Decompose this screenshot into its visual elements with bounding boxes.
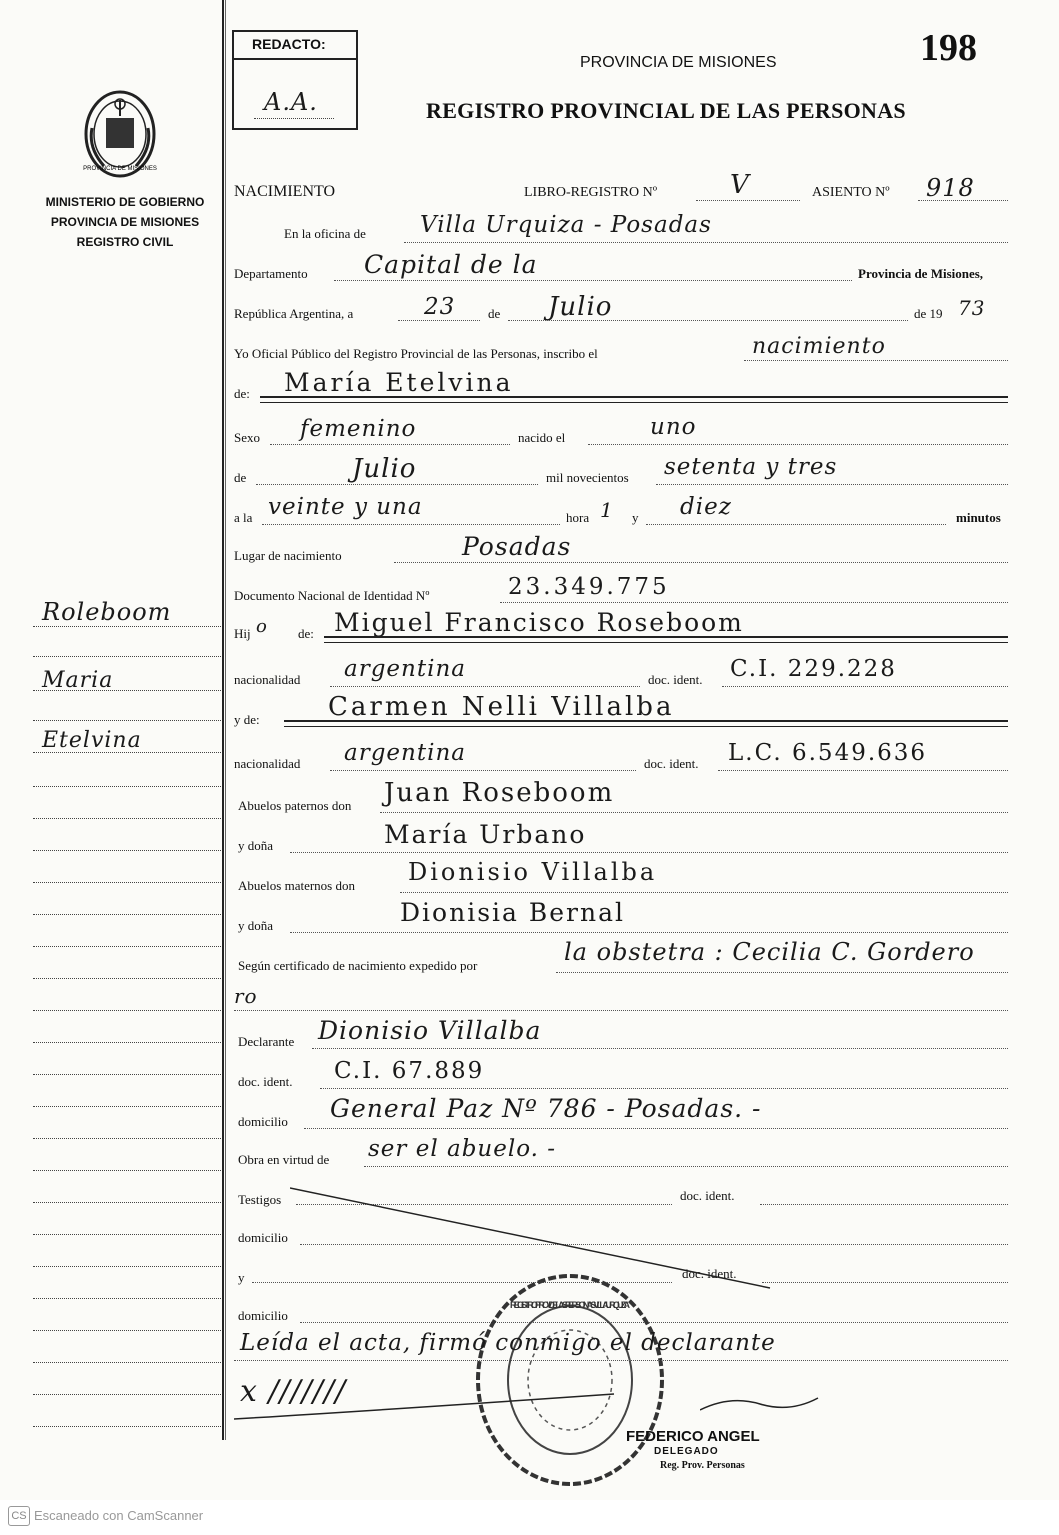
domicilio2-label: domicilio xyxy=(238,1230,288,1245)
abpat-label: Abuelos paternos don xyxy=(238,798,352,813)
dotted-line xyxy=(918,200,1008,201)
dotted-line xyxy=(364,1166,1008,1167)
dotted-line xyxy=(334,280,852,281)
dotted-line xyxy=(508,320,908,321)
dotted-line xyxy=(656,484,1008,485)
ala-label: a la xyxy=(234,510,253,525)
y-label: y xyxy=(632,510,639,525)
cert-value: la obstetra : Cecilia C. Gordero xyxy=(564,938,975,966)
hora-num: 1 xyxy=(600,498,614,522)
margin-note-surname: Roleboom xyxy=(42,598,172,626)
ministry-line-2: PROVINCIA DE MISIONES xyxy=(50,215,200,229)
margin-line xyxy=(33,1426,221,1427)
redacto-line xyxy=(254,118,334,119)
mes2-value: Julio xyxy=(352,454,417,484)
nacido-value: uno xyxy=(650,414,697,440)
dotted-line xyxy=(760,1204,1008,1205)
dotted-line xyxy=(304,1128,1008,1129)
officer-name: FEDERICO ANGEL xyxy=(626,1428,760,1445)
oficial-label: Yo Oficial Público del Registro Provincial de las Personas, inscribo el xyxy=(234,346,598,361)
margin-note-second: Etelvina xyxy=(42,728,142,753)
dotted-line xyxy=(256,484,538,485)
doc2-label: doc. ident. xyxy=(644,756,699,771)
redacto-box xyxy=(232,30,358,130)
nacido-label: nacido el xyxy=(518,430,566,445)
nac2-label: nacionalidad xyxy=(234,756,301,771)
testigos-label: Testigos xyxy=(238,1192,282,1207)
page-number: 198 xyxy=(920,27,977,69)
officer-signature xyxy=(700,1390,820,1420)
mes-value: Julio xyxy=(548,292,613,322)
provincia-label: Provincia de Misiones, xyxy=(858,266,984,281)
margin-line xyxy=(33,1394,221,1395)
dotted-line xyxy=(234,1010,1008,1011)
doc1-label: doc. ident. xyxy=(648,672,703,687)
dotted-line xyxy=(588,444,1008,445)
ministry-block xyxy=(36,192,214,252)
redacto-value: A.A. xyxy=(264,88,318,116)
abmat-don: Dionisio Villalba xyxy=(408,858,658,886)
margin-line xyxy=(33,914,221,915)
redacto-label: REDACTO: xyxy=(252,36,326,52)
declarante-label: Declarante xyxy=(238,1034,295,1049)
declarant-signature: x /////// xyxy=(240,1374,347,1409)
abmat-dona: Dionisia Bernal xyxy=(400,898,625,927)
libro-label: LIBRO-REGISTRO Nº xyxy=(524,185,658,200)
abmat-label: Abuelos maternos don xyxy=(238,878,355,893)
margin-note-first: Maria xyxy=(42,668,114,693)
dotted-line xyxy=(646,524,946,525)
solid-line xyxy=(324,636,1008,638)
margin-line xyxy=(33,720,221,721)
mil-label: mil novecientos xyxy=(546,470,629,485)
asiento-value: 918 xyxy=(926,174,975,202)
dotted-line xyxy=(290,932,1008,933)
signature-underline xyxy=(234,1374,634,1424)
departamento-label: Departamento xyxy=(234,266,308,281)
margin-line xyxy=(33,1298,221,1299)
officer-title: DELEGADO xyxy=(654,1446,719,1457)
dotted-line xyxy=(718,770,1008,771)
anio-label: de 19 xyxy=(914,306,943,321)
margin-line xyxy=(33,1330,221,1331)
domicilio-value: General Paz Nº 786 - Posadas. - xyxy=(330,1094,762,1123)
solid-line xyxy=(284,726,1008,727)
anio-value: 73 xyxy=(958,296,986,320)
nac1-label: nacionalidad xyxy=(234,672,301,687)
margin-line xyxy=(33,978,221,979)
obra-label: Obra en virtud de xyxy=(238,1152,330,1167)
dotted-line xyxy=(312,1048,1008,1049)
ministry-line-1: MINISTERIO DE GOBIERNO xyxy=(45,195,205,209)
cert-label: Según certificado de nacimiento expedido por xyxy=(238,958,478,973)
hijo-de-label: de: xyxy=(298,626,314,641)
testigos-doc-label: doc. ident. xyxy=(680,1188,735,1203)
doc2-value: L.C. 6.549.636 xyxy=(728,740,928,766)
margin-line xyxy=(33,1170,221,1171)
margin-line xyxy=(33,1010,221,1011)
margin-line xyxy=(33,1234,221,1235)
solid-line xyxy=(260,402,1008,403)
solid-line xyxy=(284,720,1008,722)
oficial-value: nacimiento xyxy=(752,334,886,359)
margin-line xyxy=(33,786,221,787)
asiento-label: ASIENTO Nº xyxy=(812,185,890,200)
padre-value: Miguel Francisco Roseboom xyxy=(334,608,744,637)
hora-value: veinte y una xyxy=(268,494,423,520)
nacimiento-label: NACIMIENTO xyxy=(234,183,336,200)
dotted-line xyxy=(394,562,1008,563)
dotted-line xyxy=(262,524,560,525)
minutos-value: diez xyxy=(680,494,732,520)
doc1-value: C.I. 229.228 xyxy=(730,656,897,682)
obra-value: ser el abuelo. - xyxy=(368,1136,557,1162)
dotted-line xyxy=(404,242,1008,243)
dotted-line xyxy=(330,770,636,771)
libro-value: V xyxy=(730,170,750,200)
nombre-label: de: xyxy=(234,386,250,401)
dotted-line xyxy=(400,892,1008,893)
de-label: de xyxy=(488,306,501,321)
de2-label: de xyxy=(234,470,247,485)
yde-label: y de: xyxy=(234,712,260,727)
margin-line xyxy=(33,1202,221,1203)
seal-text: PROVINCIA DE MISIONES xyxy=(83,166,157,172)
solid-line xyxy=(324,642,1008,643)
lugar-label: Lugar de nacimiento xyxy=(234,548,342,563)
domicilio3-label: domicilio xyxy=(238,1308,288,1323)
dotted-line xyxy=(270,444,510,445)
dotted-line xyxy=(380,812,1008,813)
nac1-value: argentina xyxy=(344,656,466,682)
dotted-line xyxy=(398,320,480,321)
abpat-don: Juan Roseboom xyxy=(384,778,615,808)
declarante-value: Dionisio Villalba xyxy=(318,1016,542,1045)
sexo-label: Sexo xyxy=(234,430,260,445)
dotted-line xyxy=(500,602,1008,603)
republica-label: República Argentina, a xyxy=(234,306,354,321)
madre-value: Carmen Nelli Villalba xyxy=(328,692,675,722)
dotted-line xyxy=(722,686,1008,687)
ministry-line-3: REGISTRO CIVIL xyxy=(76,235,174,249)
registry-title: REGISTRO PROVINCIAL DE LAS PERSONAS xyxy=(426,98,906,123)
dni-value: 23.349.775 xyxy=(508,574,670,600)
margin-line xyxy=(33,882,221,883)
dotted-line xyxy=(234,1360,1008,1361)
ydona1-label: y doña xyxy=(238,838,274,853)
oficina-label: En la oficina de xyxy=(284,226,366,241)
hora-label: hora xyxy=(566,510,590,525)
margin-line xyxy=(33,850,221,851)
margin-rule xyxy=(222,0,224,1440)
dni-label: Documento Nacional de Identidad Nº xyxy=(234,588,430,603)
province-heading: PROVINCIA DE MISIONES xyxy=(580,54,777,71)
margin-line xyxy=(33,1106,221,1107)
docident-label: doc. ident. xyxy=(238,1074,293,1089)
departamento-value: Capital de la xyxy=(364,250,538,279)
dotted-line xyxy=(744,360,1008,361)
minutos-label: minutos xyxy=(956,510,1001,525)
margin-line xyxy=(33,818,221,819)
margin-line xyxy=(33,626,221,627)
redacto-header xyxy=(234,32,356,60)
nombre-value: María Etelvina xyxy=(284,368,514,397)
sexo-value: femenino xyxy=(300,416,417,442)
scanner-footer xyxy=(0,1500,1059,1535)
dotted-line xyxy=(330,686,640,687)
lugar-value: Posadas xyxy=(462,532,572,561)
margin-line xyxy=(33,1042,221,1043)
margin-line xyxy=(33,1074,221,1075)
margin-line xyxy=(33,1266,221,1267)
scanner-logo: CS xyxy=(8,1506,30,1526)
solid-line xyxy=(260,396,1008,398)
docident-value: C.I. 67.889 xyxy=(334,1058,485,1084)
dotted-line xyxy=(696,200,800,201)
dotted-line xyxy=(290,852,1008,853)
dia-value: 23 xyxy=(424,294,456,320)
cert-value-continued: ro xyxy=(234,984,258,1008)
domicilio-label: domicilio xyxy=(238,1114,288,1129)
coat-of-arms-seal xyxy=(80,88,160,180)
margin-line xyxy=(33,946,221,947)
dotted-line xyxy=(556,972,1008,973)
hijo-suffix: o xyxy=(256,616,268,637)
oficina-value: Villa Urquiza - Posadas xyxy=(420,212,712,238)
nac2-value: argentina xyxy=(344,740,466,766)
mil-value: setenta y tres xyxy=(664,454,838,480)
margin-line xyxy=(33,1138,221,1139)
y2-label: y xyxy=(238,1270,245,1285)
margin-line xyxy=(33,752,221,753)
margin-line xyxy=(33,690,221,691)
scanner-text: Escaneado con CamScanner xyxy=(34,1508,204,1523)
dotted-line xyxy=(320,1088,1008,1089)
officer-registry: Reg. Prov. Personas xyxy=(660,1460,745,1471)
abpat-dona: María Urbano xyxy=(384,820,587,849)
hijo-label: Hij xyxy=(234,626,251,641)
margin-rule-inner xyxy=(225,0,226,1440)
leida-value: Leída el acta, firmó conmigo el declarante xyxy=(240,1330,776,1356)
ydona2-label: y doña xyxy=(238,918,274,933)
doc3-label: doc. ident. xyxy=(682,1266,737,1281)
dotted-line xyxy=(762,1282,1008,1283)
stamp-text: REGISTRO PROV. DE LAS PERSONAS - VILLA URQUIZA xyxy=(510,1300,630,1310)
margin-line xyxy=(33,656,221,657)
margin-line xyxy=(33,1362,221,1363)
